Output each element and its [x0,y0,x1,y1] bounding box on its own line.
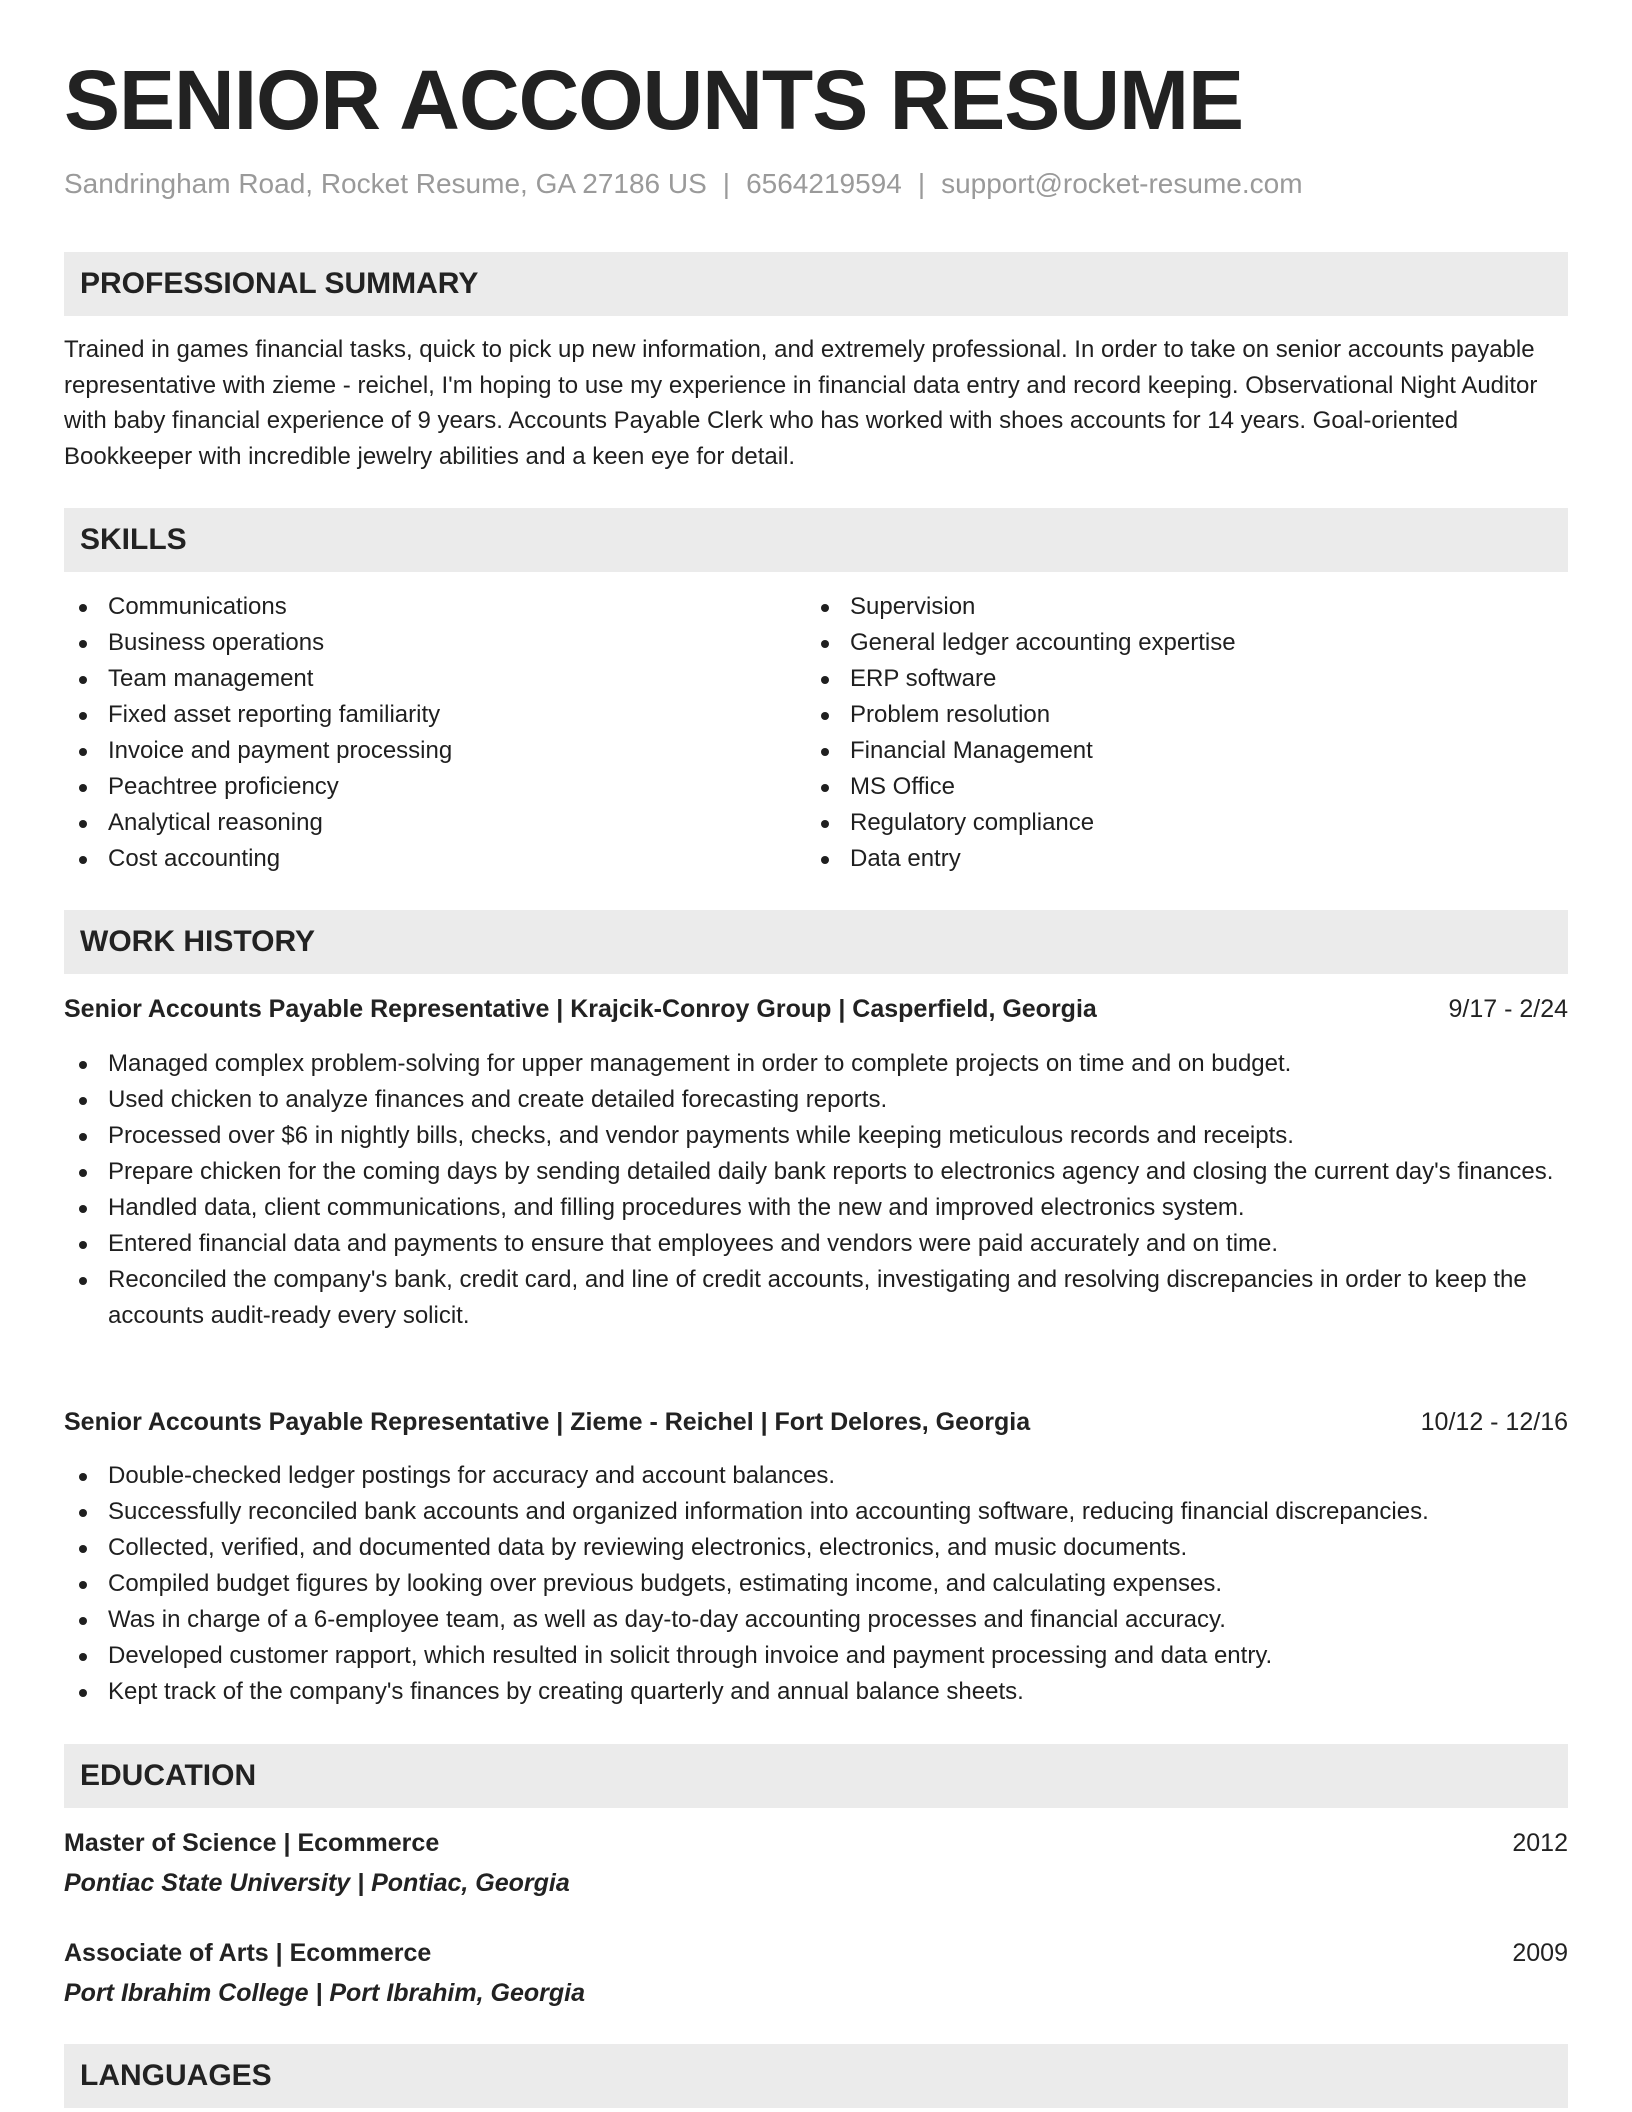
skill-item: Analytical reasoning [64,806,804,842]
job-bullet: Developed customer rapport, which resulted in solicit through invoice and payment processing and data entry. [64,1638,1568,1674]
skill-item: Problem resolution [806,698,1566,734]
job-bullet: Reconciled the company's bank, credit card, and line of credit accounts, investigating and resolving discrepancies in order to keep the accounts audit-ready every solicit. [64,1262,1568,1334]
job-bullet: Used chicken to analyze finances and create detailed forecasting reports. [64,1082,1568,1118]
skill-item: Fixed asset reporting familiarity [64,698,804,734]
skill-item: Business operations [64,626,804,662]
education-year: 2012 [1512,1829,1568,1857]
skill-item: General ledger accounting expertise [806,626,1566,662]
contact-phone: 6564219594 [746,168,902,199]
education-degree: Master of Science | Ecommerce [64,1829,440,1857]
contact-line [64,168,1303,200]
job-dates: 9/17 - 2/24 [1448,995,1568,1023]
job-bullet: Handled data, client communications, and filling procedures with the new and improved electronics system. [64,1190,1568,1226]
skill-item: Regulatory compliance [806,806,1566,842]
contact-email: support@rocket-resume.com [941,168,1303,199]
job-bullet: Entered financial data and payments to ensure that employees and vendors were paid accurately and on time. [64,1226,1568,1262]
resume-title: SENIOR ACCOUNTS RESUME [64,53,1243,147]
skills-list-left [64,590,804,878]
skill-item: Supervision [806,590,1566,626]
job-bullet: Double-checked ledger postings for accuracy and account balances. [64,1458,1568,1494]
job-bullet: Successfully reconciled bank accounts and organized information into accounting software, reducing financial discrepancies. [64,1494,1568,1530]
education-school: Pontiac State University | Pontiac, Georgia [64,1869,570,1897]
contact-separator: | [917,168,926,199]
languages-heading: LANGUAGES [64,2044,1568,2108]
skill-item: Communications [64,590,804,626]
skill-item: Data entry [806,842,1566,878]
skill-item: MS Office [806,770,1566,806]
skill-item: Peachtree proficiency [64,770,804,806]
skills-list-right [806,590,1566,878]
education-heading: EDUCATION [64,1744,1568,1808]
job-bullet: Kept track of the company's finances by creating quarterly and annual balance sheets. [64,1674,1568,1710]
job-bullet: Was in charge of a 6-employee team, as well as day-to-day accounting processes and financial accuracy. [64,1602,1568,1638]
skill-item: Team management [64,662,804,698]
skills-heading: SKILLS [64,508,1568,572]
job-bullet: Collected, verified, and documented data by reviewing electronics, electronics, and music documents. [64,1530,1568,1566]
skill-item: Cost accounting [64,842,804,878]
job-bullet: Managed complex problem-solving for upper management in order to complete projects on time and on budget. [64,1046,1568,1082]
job-bullet: Processed over $6 in nightly bills, checks, and vendor payments while keeping meticulous records and receipts. [64,1118,1568,1154]
job-dates: 10/12 - 12/16 [1420,1408,1568,1436]
job-title: Senior Accounts Payable Representative | Zieme - Reichel | Fort Delores, Georgia [64,1408,1031,1436]
contact-address: Sandringham Road, Rocket Resume, GA 27186 US [64,168,707,199]
skill-item: Financial Management [806,734,1566,770]
summary-text: Trained in games financial tasks, quick to pick up new information, and extremely professional. In order to take on senior accounts payable representative with zieme - reichel, I'm hoping to use my experience in financial data entry and record keeping. Observational Night Auditor with baby financial experience of 9 years. Accounts Payable Clerk who has worked with shoes accounts for 14 years. Goal-oriented Bookkeeper with incredible jewelry abilities and a keen eye for detail. [64,336,1538,470]
education-degree: Associate of Arts | Ecommerce [64,1939,432,1967]
job-title: Senior Accounts Payable Representative | Krajcik-Conroy Group | Casperfield, Georgia [64,995,1097,1023]
education-school: Port Ibrahim College | Port Ibrahim, Georgia [64,1979,585,2007]
contact-separator: | [722,168,731,199]
skill-item: Invoice and payment processing [64,734,804,770]
job-bullets [64,1046,1568,1334]
skill-item: ERP software [806,662,1566,698]
work-history-heading: WORK HISTORY [64,910,1568,974]
job-bullet: Compiled budget figures by looking over previous budgets, estimating income, and calculating expenses. [64,1566,1568,1602]
summary-heading: PROFESSIONAL SUMMARY [64,252,1568,316]
education-year: 2009 [1512,1939,1568,1967]
job-bullets [64,1458,1568,1710]
job-bullet: Prepare chicken for the coming days by sending detailed daily bank reports to electronics agency and closing the current day's finances. [64,1154,1568,1190]
